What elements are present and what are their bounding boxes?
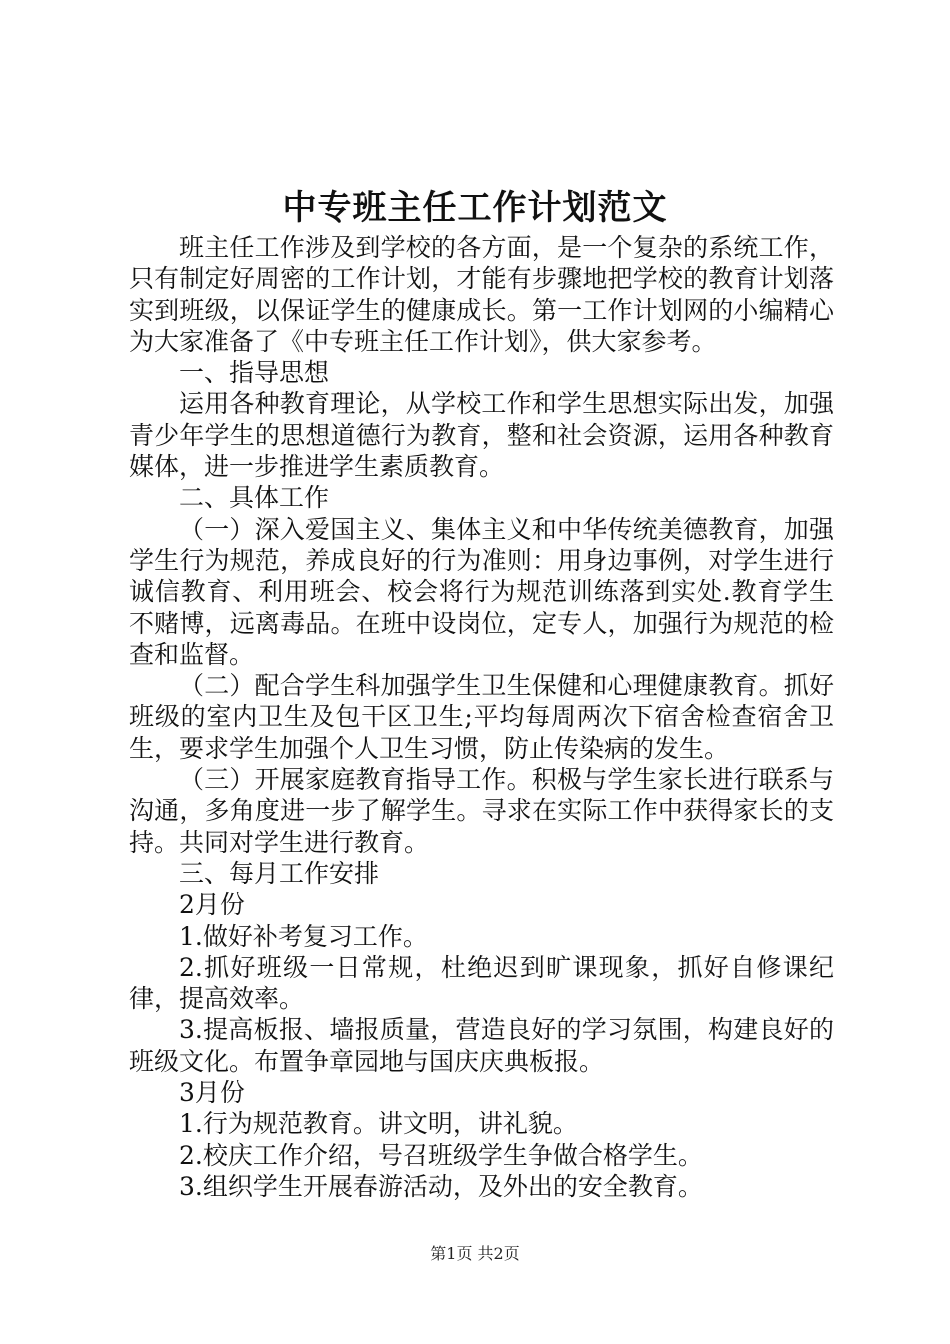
specific-work-item-2: （二）配合学生科加强学生卫生保健和心理健康教育。抓好班级的室内卫生及包干区卫生;平均每周两次下宿舍检查宿舍卫生，要求学生加强个人卫生习惯，防止传染病的发生。: [129, 671, 834, 763]
guiding-thought-paragraph: 运用各种教育理论，从学校工作和学生思想实际出发，加强青少年学生的思想道德行为教育，整和社会资源，运用各种教育媒体，进一步推进学生素质教育。: [129, 389, 834, 482]
march-item-1: 1.行为规范教育。讲文明，讲礼貌。: [179, 1109, 578, 1139]
section-heading-guiding-thought: 一、指导思想: [179, 358, 330, 388]
month-heading-february: 2月份: [179, 890, 245, 920]
march-item-3: 3.组织学生开展春游活动，及外出的安全教育。: [179, 1171, 703, 1201]
february-item-2: 2.抓好班级一日常规，杜绝迟到旷课现象，抓好自修课纪律，提高效率。: [129, 952, 834, 1014]
intro-paragraph: 班主任工作涉及到学校的各方面，是一个复杂的系统工作，只有制定好周密的工作计划，才能有步骤地把学校的教育计划落实到班级，以保证学生的健康成长。第一工作计划网的小编精心为大家准备了《中专班主任工作计划》，供大家参考。: [129, 233, 834, 356]
document-body: [129, 232, 834, 1202]
page-footer: 第1页 共2页: [430, 1244, 520, 1263]
february-item-3: 3.提高板报、墙报质量，营造良好的学习氛围，构建良好的班级文化。布置争章园地与国庆庆典板报。: [129, 1015, 834, 1076]
specific-work-item-3: （三）开展家庭教育指导工作。积极与学生家长进行联系与沟通，多角度进一步了解学生。寻求在实际工作中获得家长的支持。共同对学生进行教育。: [129, 765, 834, 857]
specific-work-item-1: （一）深入爱国主义、集体主义和中华传统美德教育，加强学生行为规范，养成良好的行为准则：用身边事例，对学生进行诚信教育、利用班会、校会将行为规范训练落到实处.教育学生不赌博，远离毒品。在班中设岗位，定专人，加强行为规范的检查和监督。: [129, 514, 834, 669]
february-item-1: 1.做好补考复习工作。: [179, 921, 428, 951]
march-item-2: 2.校庆工作介绍，号召班级学生争做合格学生。: [179, 1140, 703, 1170]
section-heading-specific-work: 二、具体工作: [179, 483, 330, 513]
section-heading-monthly-schedule: 三、每月工作安排: [179, 858, 380, 888]
month-heading-march: 3月份: [179, 1078, 245, 1108]
document-title: 中专班主任工作计划范文: [282, 188, 668, 228]
